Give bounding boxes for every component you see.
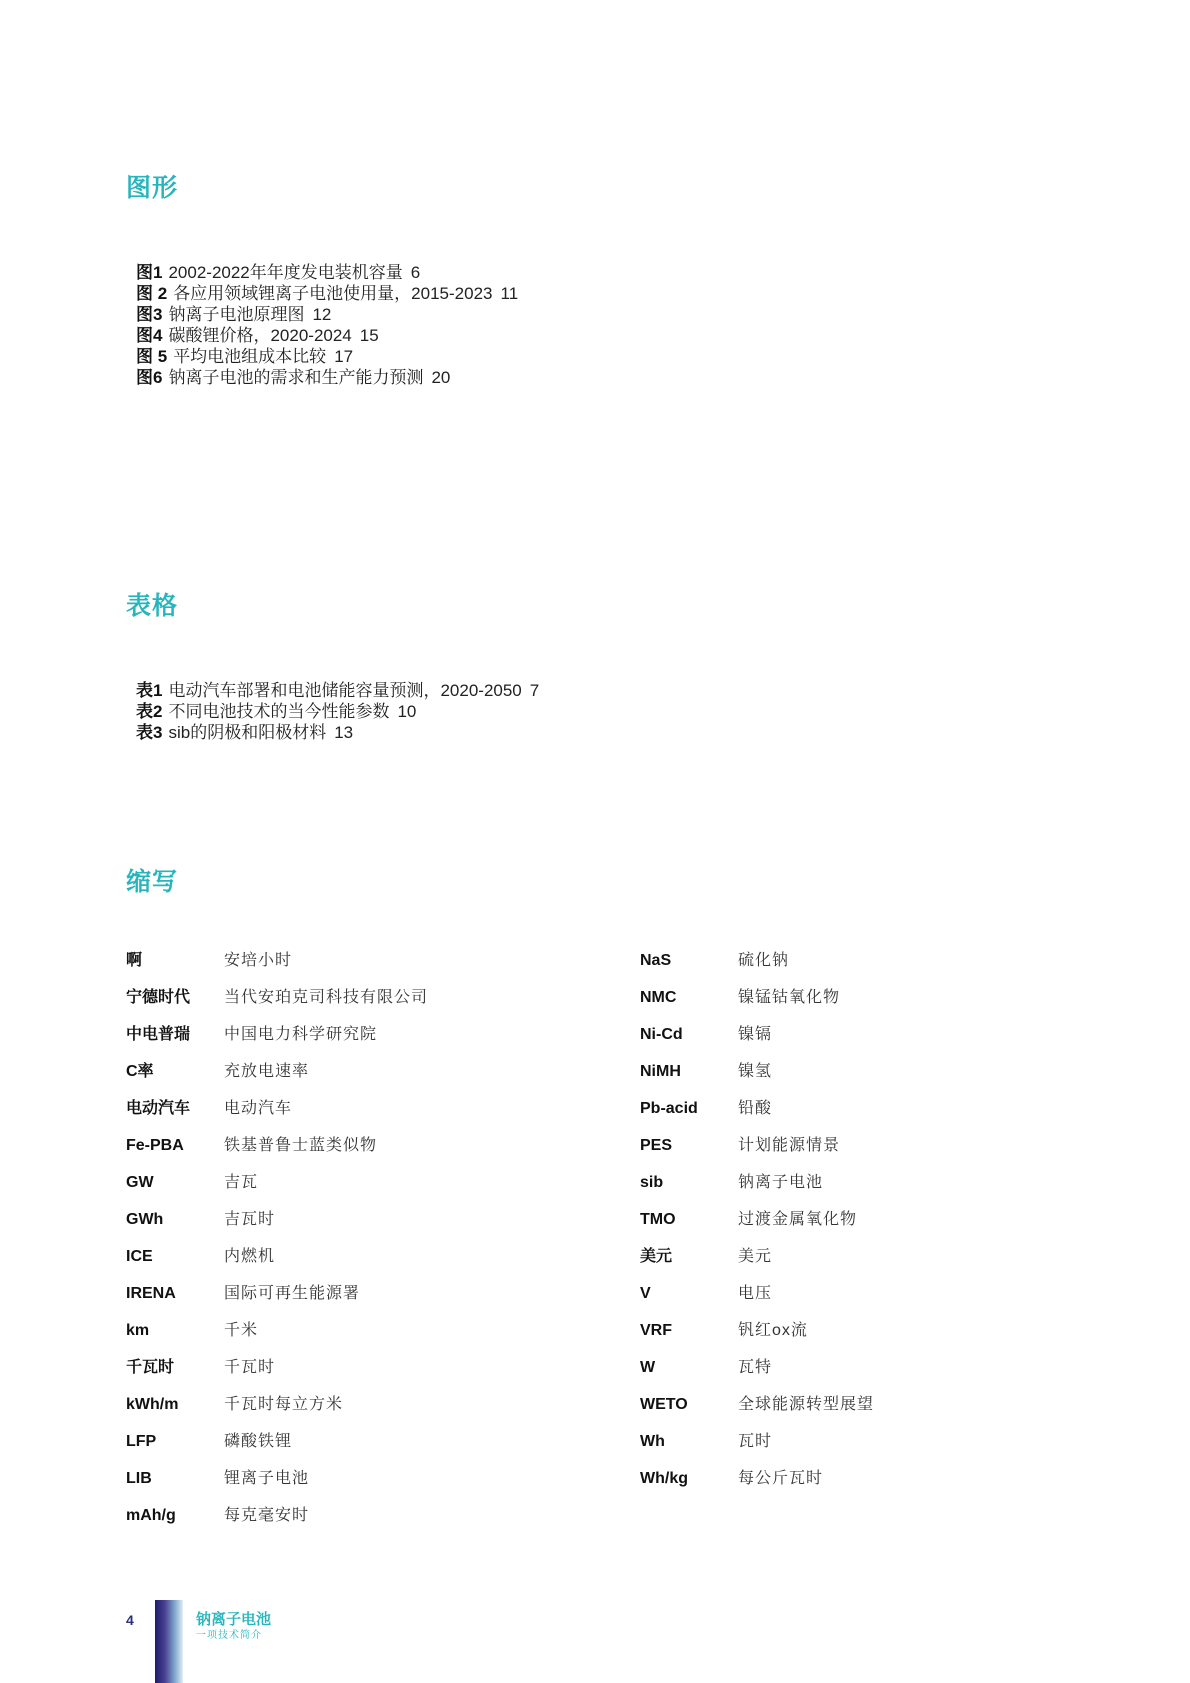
item-page: 6 — [410, 263, 421, 282]
abbreviation-row — [126, 1098, 428, 1135]
abbr-term: C率 — [126, 1063, 154, 1080]
abbr-definition: 每克毫安时 — [224, 1507, 310, 1524]
item-page: 15 — [359, 326, 379, 345]
abbr-term: LIB — [126, 1470, 152, 1487]
list-item[interactable] — [136, 304, 518, 325]
abbreviation-row — [640, 1283, 874, 1320]
item-label: 图1 — [136, 263, 163, 282]
footer-title: 钠离子电池 — [196, 1611, 272, 1628]
item-text: sib的阴极和阳极材料 — [168, 723, 327, 742]
abbreviation-row — [640, 1061, 874, 1098]
footer-gradient-bar — [155, 1600, 183, 1683]
abbr-definition: 镍氢 — [738, 1063, 773, 1080]
abbreviation-row — [640, 1431, 874, 1468]
abbr-definition: 瓦时 — [738, 1433, 773, 1450]
abbreviation-row — [640, 1135, 874, 1172]
abbr-definition: 铅酸 — [738, 1100, 773, 1117]
abbreviation-row — [126, 1468, 428, 1505]
item-page: 11 — [500, 284, 519, 303]
abbr-term: NaS — [640, 952, 672, 969]
abbr-term: WETO — [640, 1396, 688, 1413]
list-item[interactable] — [136, 680, 539, 701]
abbr-definition: 电压 — [738, 1285, 773, 1302]
abbr-term: Ni-Cd — [640, 1026, 683, 1043]
abbr-definition: 计划能源情景 — [738, 1137, 841, 1154]
item-page: 20 — [431, 368, 451, 387]
abbr-definition: 磷酸铁锂 — [224, 1433, 293, 1450]
item-text: 电动汽车部署和电池储能容量预测，2020-2050 — [168, 681, 522, 700]
abbreviation-row — [126, 1061, 428, 1098]
item-label: 表2 — [136, 702, 163, 721]
abbr-term: GW — [126, 1174, 154, 1191]
abbr-definition: 电动汽车 — [224, 1100, 293, 1117]
abbr-definition: 锂离子电池 — [224, 1470, 310, 1487]
abbreviation-row — [640, 1468, 874, 1505]
abbr-definition: 瓦特 — [738, 1359, 773, 1376]
abbreviation-row — [640, 1172, 874, 1209]
item-page: 12 — [312, 305, 332, 324]
abbr-definition: 千瓦时 — [224, 1359, 276, 1376]
item-text: 各应用领域锂离子电池使用量，2015-2023 — [173, 284, 493, 303]
abbr-term: 千瓦时 — [126, 1359, 175, 1376]
footer-subtitle: 一项技术简介 — [196, 1630, 262, 1641]
abbr-definition: 千米 — [224, 1322, 259, 1339]
item-text: 2002-2022年年度发电装机容量 — [168, 263, 403, 282]
abbreviation-row — [126, 1283, 428, 1320]
abbr-term: kWh/m — [126, 1396, 179, 1413]
abbr-term: sib — [640, 1174, 664, 1191]
abbreviation-row — [126, 1357, 428, 1394]
abbr-definition: 国际可再生能源署 — [224, 1285, 361, 1302]
abbr-term: TMO — [640, 1211, 676, 1228]
abbr-term: 电动汽车 — [126, 1100, 191, 1117]
abbreviation-row — [126, 987, 428, 1024]
item-page: 17 — [334, 347, 354, 366]
abbr-definition: 钠离子电池 — [738, 1174, 824, 1191]
abbr-term: Wh/kg — [640, 1470, 688, 1487]
abbreviations-heading: 缩写 — [126, 867, 179, 896]
abbr-definition: 镍镉 — [738, 1026, 773, 1043]
item-label: 图4 — [136, 326, 163, 345]
abbreviation-row — [640, 950, 874, 987]
abbr-term: IRENA — [126, 1285, 176, 1302]
abbreviation-row — [126, 1135, 428, 1172]
abbr-term: V — [640, 1285, 651, 1302]
abbreviation-row — [126, 1024, 428, 1061]
abbreviation-row — [640, 1394, 874, 1431]
abbr-term: ICE — [126, 1248, 153, 1265]
abbreviation-row — [126, 1246, 428, 1283]
figures-list — [136, 262, 518, 388]
page-footer — [0, 1600, 1190, 1683]
abbr-definition: 镍锰钴氧化物 — [738, 989, 841, 1006]
abbr-term: NiMH — [640, 1063, 681, 1080]
list-item[interactable] — [136, 701, 539, 722]
abbreviation-row — [640, 1098, 874, 1135]
abbreviation-row — [126, 1431, 428, 1468]
abbreviation-row — [640, 1357, 874, 1394]
abbreviation-row — [640, 1320, 874, 1357]
item-page: 13 — [334, 723, 354, 742]
abbr-definition: 内燃机 — [224, 1248, 276, 1265]
abbreviation-row — [126, 1172, 428, 1209]
abbreviation-row — [640, 1024, 874, 1061]
abbr-definition: 当代安珀克司科技有限公司 — [224, 989, 429, 1006]
abbreviations-left-column — [126, 950, 428, 1542]
list-item[interactable] — [136, 367, 518, 388]
abbr-term: PES — [640, 1137, 673, 1154]
abbreviation-row — [640, 1246, 874, 1283]
abbr-definition: 全球能源转型展望 — [738, 1396, 875, 1413]
list-item[interactable] — [136, 262, 518, 283]
abbr-term: Fe-PBA — [126, 1137, 184, 1154]
abbreviation-row — [126, 1394, 428, 1431]
tables-heading: 表格 — [126, 591, 179, 620]
item-label: 表3 — [136, 723, 163, 742]
abbr-term: NMC — [640, 989, 677, 1006]
abbr-term: km — [126, 1322, 150, 1339]
abbr-term: VRF — [640, 1322, 672, 1339]
item-page: 10 — [397, 702, 417, 721]
abbr-term: mAh/g — [126, 1507, 176, 1524]
abbr-definition: 充放电速率 — [224, 1063, 310, 1080]
item-label: 图6 — [136, 368, 163, 387]
item-label: 图 2 — [136, 284, 168, 303]
item-label: 图3 — [136, 305, 163, 324]
abbr-definition: 硫化钠 — [738, 952, 790, 969]
item-text: 平均电池组成本比较 — [173, 347, 327, 366]
abbreviation-row — [126, 1209, 428, 1246]
item-text: 碳酸锂价格，2020-2024 — [168, 326, 352, 345]
abbr-term: 中电普瑞 — [126, 1026, 191, 1043]
abbr-term: Pb-acid — [640, 1100, 698, 1117]
list-item[interactable] — [136, 325, 518, 346]
figures-heading: 图形 — [126, 173, 179, 202]
abbr-term: GWh — [126, 1211, 164, 1228]
item-text: 钠离子电池原理图 — [168, 305, 305, 324]
abbr-definition: 铁基普鲁士蓝类似物 — [224, 1137, 378, 1154]
abbr-definition: 吉瓦 — [224, 1174, 259, 1191]
abbr-term: 宁德时代 — [126, 989, 191, 1006]
abbr-definition: 钒红ox流 — [738, 1322, 808, 1339]
item-label: 图 5 — [136, 347, 168, 366]
abbr-definition: 吉瓦时 — [224, 1211, 276, 1228]
abbr-term: W — [640, 1359, 656, 1376]
list-item[interactable] — [136, 283, 518, 304]
abbreviation-row — [640, 1209, 874, 1246]
abbr-definition: 中国电力科学研究院 — [224, 1026, 378, 1043]
tables-list — [136, 680, 539, 743]
abbr-definition: 美元 — [738, 1248, 773, 1265]
abbreviation-row — [126, 1505, 428, 1542]
abbreviation-row — [126, 950, 428, 987]
item-page: 7 — [529, 681, 540, 700]
item-text: 钠离子电池的需求和生产能力预测 — [168, 368, 424, 387]
abbreviation-row — [640, 987, 874, 1024]
abbr-term: 啊 — [126, 952, 143, 969]
page-number: 4 — [126, 1612, 134, 1628]
abbr-definition: 每公斤瓦时 — [738, 1470, 824, 1487]
abbr-term: Wh — [640, 1433, 665, 1450]
abbr-definition: 千瓦时每立方米 — [224, 1396, 344, 1413]
item-text: 不同电池技术的当今性能参数 — [168, 702, 390, 721]
abbr-term: LFP — [126, 1433, 157, 1450]
list-item[interactable] — [136, 722, 539, 743]
list-item[interactable] — [136, 346, 518, 367]
item-label: 表1 — [136, 681, 163, 700]
abbr-definition: 安培小时 — [224, 952, 293, 969]
abbreviations-right-column — [640, 950, 874, 1505]
abbr-definition: 过渡金属氧化物 — [738, 1211, 858, 1228]
abbr-term: 美元 — [640, 1248, 673, 1265]
abbreviation-row — [126, 1320, 428, 1357]
